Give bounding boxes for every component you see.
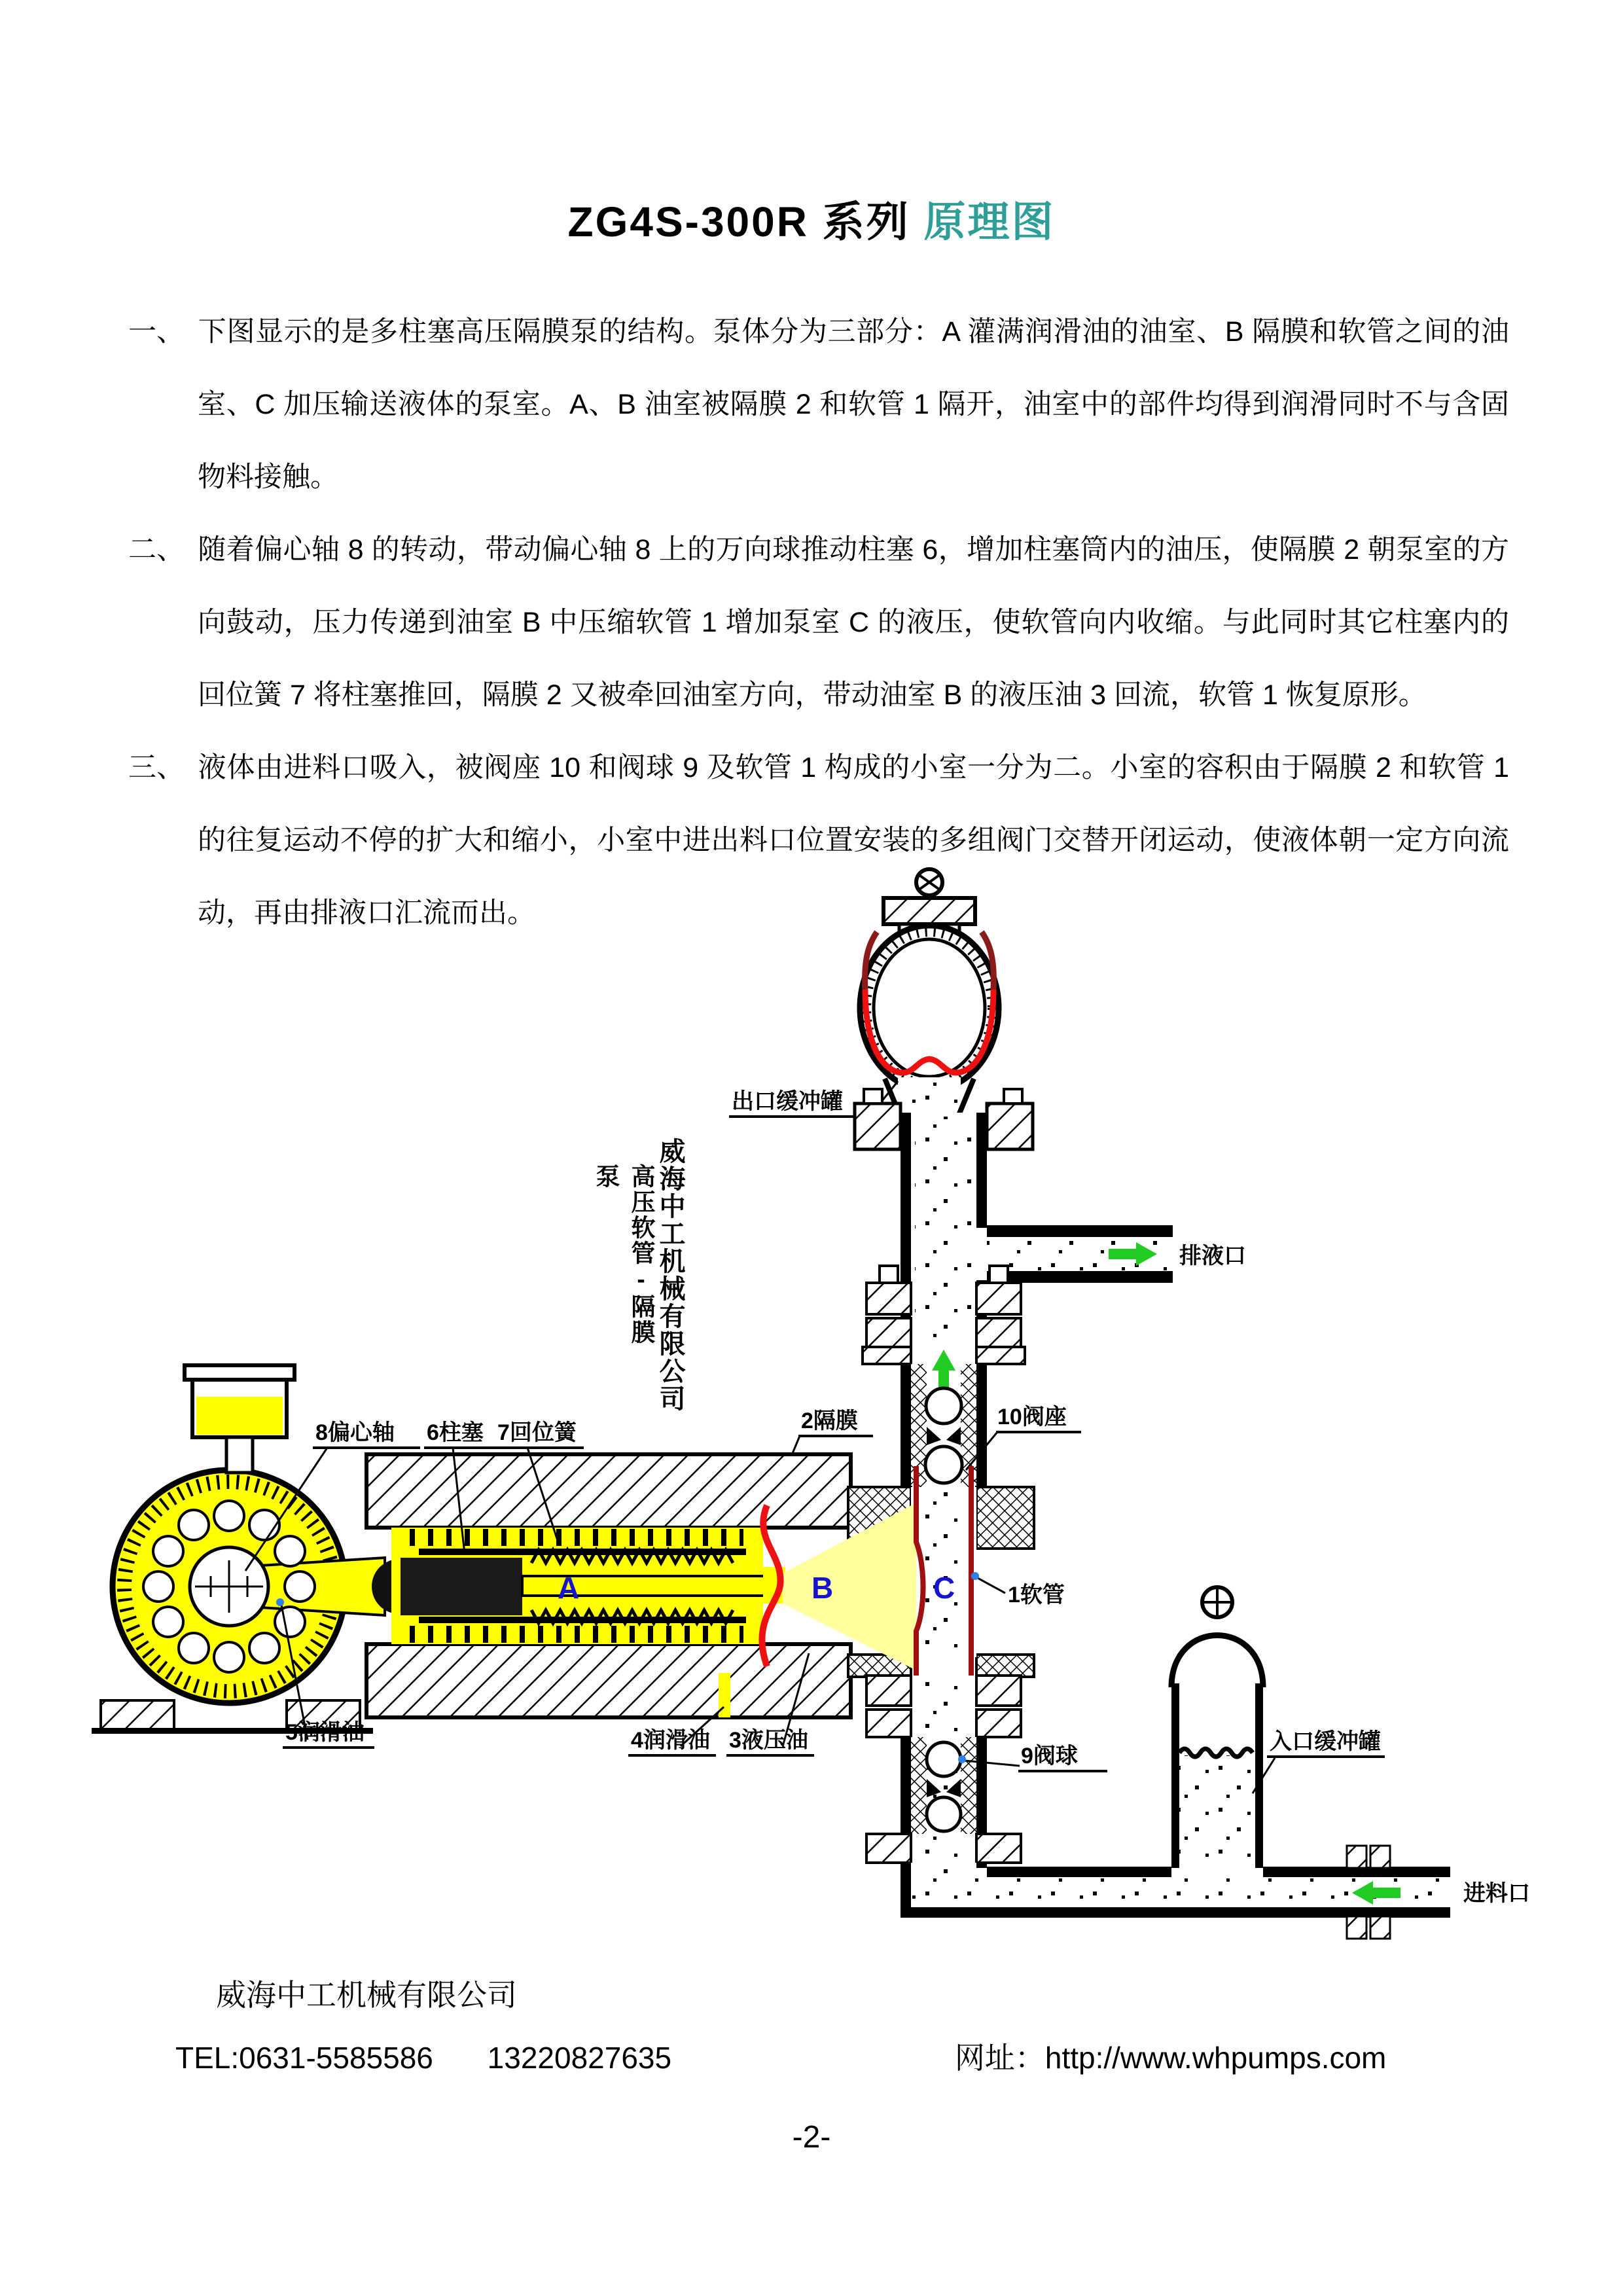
page-title — [0, 188, 1623, 249]
part3-label: 3液压油 — [729, 1728, 808, 1753]
part7-label: 7回位簧 — [497, 1420, 577, 1445]
footer-mobile: 13220827635 — [487, 2041, 672, 2075]
page-number: -2- — [792, 2120, 831, 2155]
part1-label: 1软管 — [1008, 1583, 1065, 1607]
valve-ball-upper-1 — [926, 1388, 961, 1424]
vertical-product-text: 高压软管-隔膜泵 — [592, 1164, 654, 1345]
valve-ball-lower-1 — [927, 1742, 961, 1776]
outlet-tank-label: 出口缓冲罐 — [732, 1089, 843, 1114]
para1-text: 下图显示的是多柱塞高压隔膜泵的结构。泵体分为三部分：A 灌满润滑油的油室、B 隔膜和软管之间的油室、C 加压输送液体的泵室。A、B 油室被隔膜 2 和软管 1 隔开，油室中的部件均得到润滑同时不与含固物料接触。 — [198, 316, 1509, 493]
footer-contact-line — [175, 2034, 1484, 2077]
para3-text: 液体由进料口吸入，被阀座 10 和阀球 9 及软管 1 构成的小室一分为二。小室的容积由于隔膜 2 和软管 1 的往复运动不停的扩大和缩小，小室中进出料口位置安装的多组阀门交替开闭运动，使液体朝一定方向流动，再由排液口汇流而出。 — [198, 752, 1509, 929]
outlet-port-label: 排液口 — [1179, 1244, 1246, 1268]
label-hose — [971, 1572, 1065, 1607]
part2-label: 2隔膜 — [801, 1408, 858, 1433]
para2-marker: 二、 — [128, 534, 185, 565]
outlet-branch-pipe — [987, 1225, 1246, 1283]
outlet-buffer-tank — [860, 869, 999, 1117]
connecting-rod — [260, 1558, 385, 1615]
vertical-company-text: 威海中工机械有限公司 — [656, 1138, 685, 1412]
valve-ball-upper-2 — [925, 1446, 962, 1483]
title-principle: 原理图 — [923, 198, 1056, 245]
zone-a-letter: A — [558, 1571, 580, 1605]
oil-cup — [185, 1365, 294, 1473]
paragraph-1 — [128, 296, 1509, 514]
part10-label: 10阀座 — [997, 1405, 1067, 1429]
suction-valve-assembly — [866, 1676, 1021, 1863]
inlet-port-label: 进料口 — [1463, 1881, 1530, 1906]
footer-company: 威海中工机械有限公司 — [216, 1978, 517, 2012]
footer-tel: TEL:0631-5585586 — [175, 2041, 433, 2075]
part4-label: 4润滑油 — [631, 1728, 710, 1753]
part5-label: 5润滑油 — [285, 1720, 365, 1745]
part8-label: 8偏心轴 — [315, 1420, 395, 1445]
label-inlet-tank — [1253, 1729, 1385, 1793]
inlet-tank-label: 入口缓冲罐 — [1270, 1729, 1381, 1754]
paragraph-2 — [128, 514, 1509, 732]
inlet-buffer-tank — [1171, 1587, 1263, 1868]
para1-marker: 一、 — [128, 316, 185, 348]
pump-principle-diagram — [0, 838, 1623, 1990]
title-series: ZG4S-300R 系列 — [567, 198, 910, 245]
part9-label: 9阀球 — [1021, 1744, 1078, 1768]
footer-website: 网址：http://www.whpumps.com — [954, 2041, 1387, 2075]
para2-text: 随着偏心轴 8 的转动，带动偏心轴 8 上的万向球推动柱塞 6，增加柱塞筒内的油压，使隔膜 2 朝泵室的方向鼓动，压力传递到油室 B 中压缩软管 1 增加泵室 C 的液压，使软管向内收缩。与此同时其它柱塞内的回位簧 7 将柱塞推回，隔膜 2 又被牵回油室方向，带动油室 B 的液压油 3 回流，软管 1 恢复原形。 — [198, 534, 1509, 711]
zone-b-letter: B — [812, 1571, 834, 1605]
zone-c-letter: C — [933, 1571, 955, 1605]
valve-ball-lower-2 — [927, 1797, 961, 1831]
para3-marker: 三、 — [128, 752, 185, 783]
part6-label: 6柱塞 — [427, 1420, 484, 1445]
plunger — [401, 1558, 522, 1615]
